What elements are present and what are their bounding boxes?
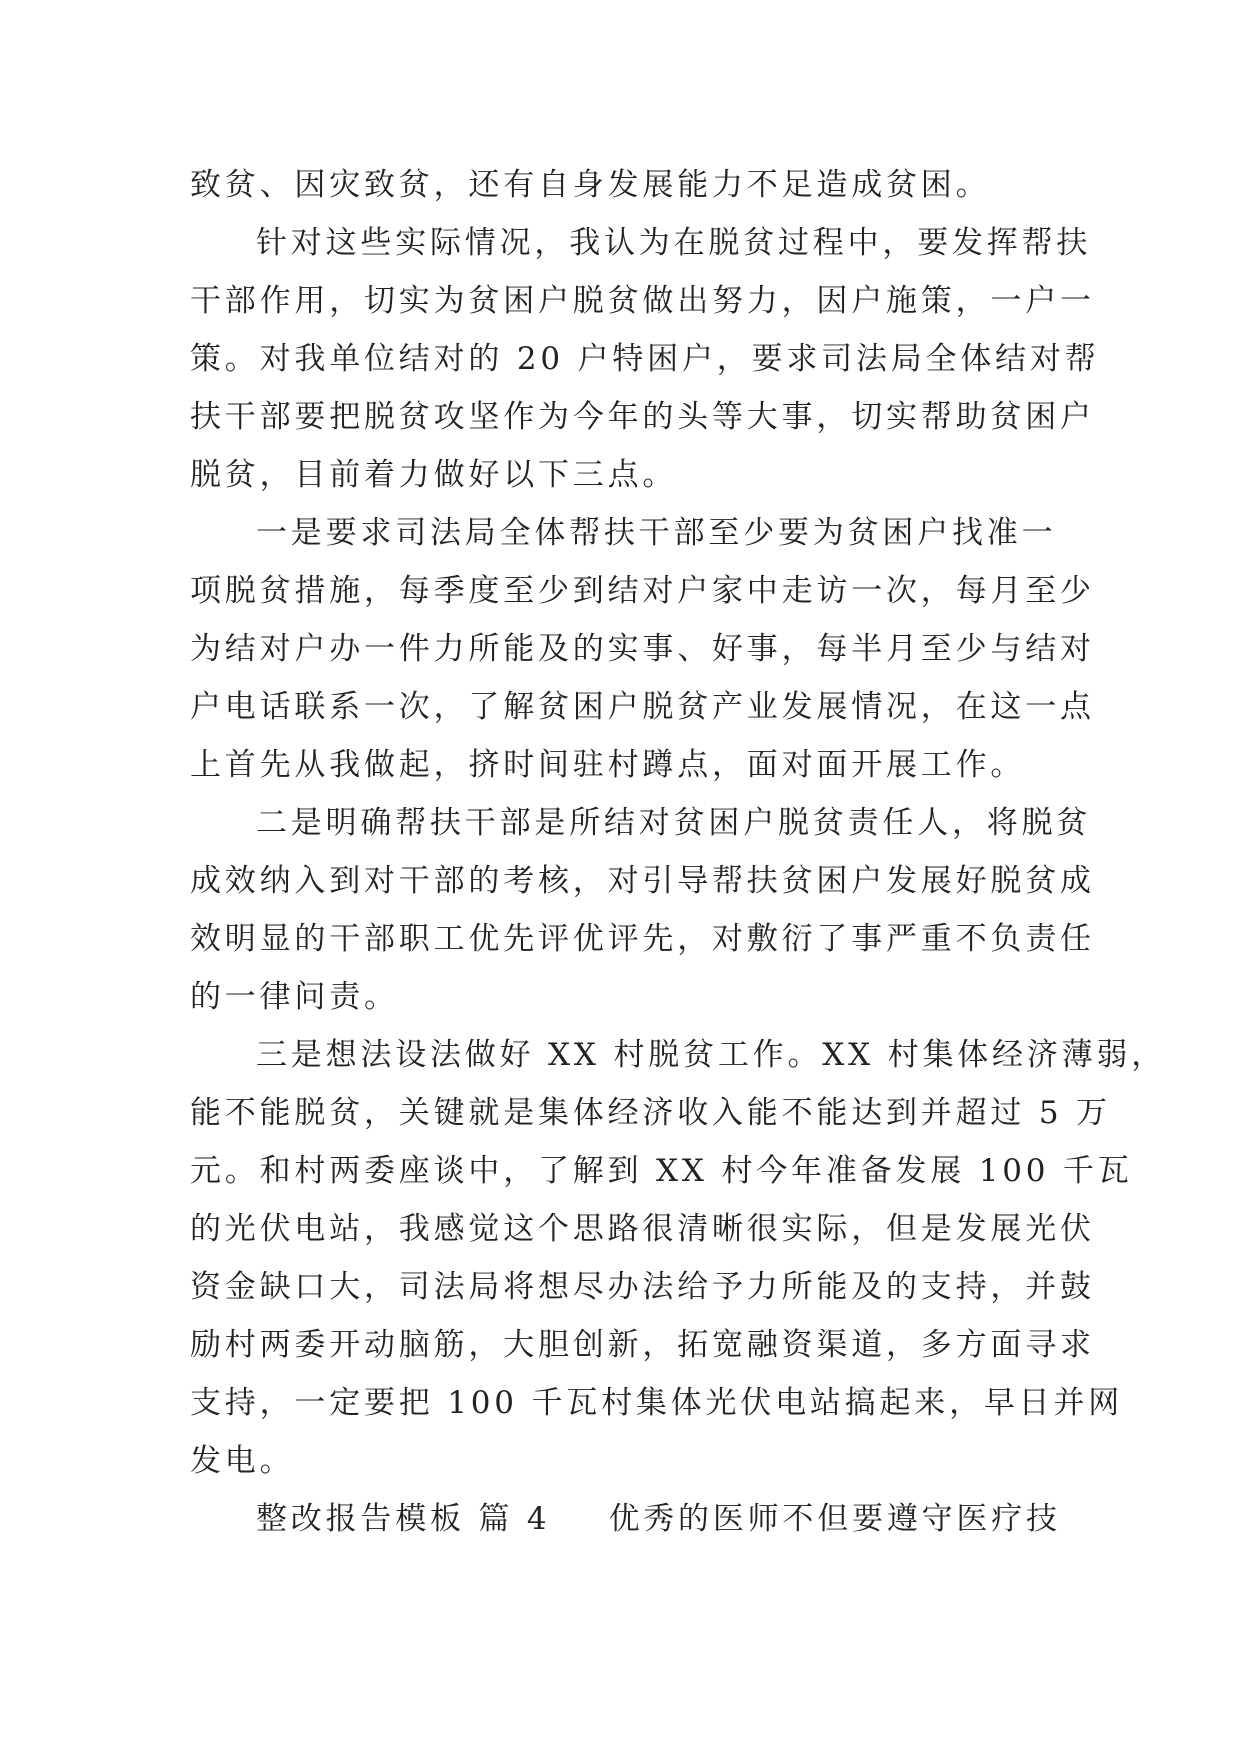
text-line: 能不能脱贫，关键就是集体经济收入能不能达到并超过 5 万 [190, 1095, 1111, 1131]
text-line: 一是要求司法局全体帮扶干部至少要为贫困户找准一 [256, 515, 1057, 551]
text-line: 扶干部要把脱贫攻坚作为今年的头等大事，切实帮助贫困户 [190, 399, 1095, 435]
text-line: 项脱贫措施，每季度至少到结对户家中走访一次，每月至少 [190, 573, 1095, 609]
text-line: 致贫、因灾致贫，还有自身发展能力不足造成贫困。 [190, 167, 991, 203]
text-line: 为结对户办一件力所能及的实事、好事，每半月至少与结对 [190, 631, 1095, 667]
text-line: 成效纳入到对干部的考核，对引导帮扶贫困户发展好脱贫成 [190, 863, 1095, 899]
text-line: 的光伏电站，我感觉这个思路很清晰很实际，但是发展光伏 [190, 1211, 1095, 1247]
document-body [190, 156, 1167, 1548]
text-line: 支持，一定要把 100 千瓦村集体光伏电站搞起来，早日并网 [190, 1385, 1124, 1421]
text-line: 发电。 [190, 1443, 295, 1479]
text-line: 三是想法设法做好 XX 村脱贫工作。XX 村集体经济薄弱， [256, 1037, 1167, 1073]
text-line: 的一律问责。 [190, 979, 399, 1015]
text-line: 脱贫，目前着力做好以下三点。 [190, 457, 678, 493]
section-continuation-text: 优秀的医师不但要遵守医疗技 [608, 1501, 1061, 1537]
text-line: 效明显的干部职工优先评优评先，对敷衍了事严重不负责任 [190, 921, 1095, 957]
section-heading: 整改报告模板 篇 4 [256, 1501, 551, 1537]
text-line: 户电话联系一次，了解贫困户脱贫产业发展情况，在这一点 [190, 689, 1095, 725]
text-line: 针对这些实际情况，我认为在脱贫过程中，要发挥帮扶 [256, 225, 1092, 261]
section-heading-line [190, 1490, 1065, 1548]
text-line: 干部作用，切实为贫困户脱贫做出努力，因户施策，一户一 [190, 283, 1095, 319]
text-line: 二是明确帮扶干部是所结对贫困户脱贫责任人，将脱贫 [256, 805, 1092, 841]
text-line: 策。对我单位结对的 20 户特困户，要求司法局全体结对帮 [190, 341, 1100, 377]
text-line: 元。和村两委座谈中，了解到 XX 村今年准备发展 100 千瓦 [190, 1153, 1133, 1189]
text-line: 上首先从我做起，挤时间驻村蹲点，面对面开展工作。 [190, 747, 1026, 783]
text-line: 励村两委开动脑筋，大胆创新，拓宽融资渠道，多方面寻求 [190, 1327, 1095, 1363]
text-line: 资金缺口大，司法局将想尽办法给予力所能及的支持，并鼓 [190, 1269, 1095, 1305]
